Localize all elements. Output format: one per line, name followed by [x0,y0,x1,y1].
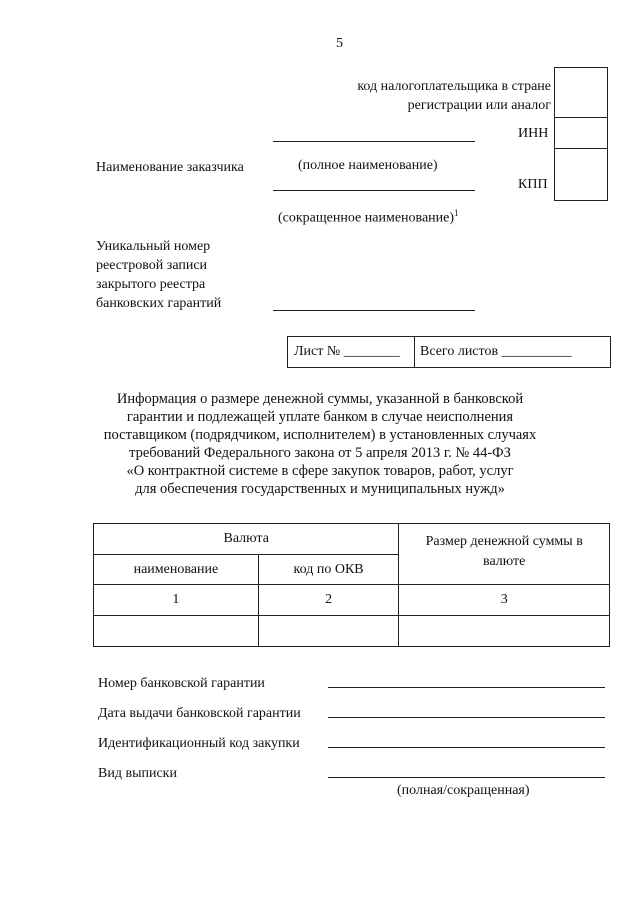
column-number-2: 2 [258,585,399,616]
sheet-number-field[interactable] [294,344,400,360]
purchase-id-label: Идентификационный код закупки [98,736,300,751]
currency-table [93,523,610,647]
statement-type-field[interactable] [328,777,605,778]
kpp-label: КПП [518,177,548,192]
title-line2: гарантии и подлежащей уплате банком в случае неисполнения [126,409,514,425]
full-name-caption: (полное наименование) [298,158,438,173]
registry-label [96,237,221,313]
currency-okv-cell[interactable] [258,616,399,647]
sheet-box-divider [414,336,415,368]
title-line3: поставщиком (подрядчиком, исполнителем) в установленных случаях [103,427,537,443]
registry-label-line1: Уникальный номер [96,239,211,254]
amount-header-line1: Размер денежной суммы в [425,534,583,549]
sheet-blank: ________ [343,344,400,359]
statement-type-label: Вид выписки [98,766,177,781]
total-sheets-field[interactable] [420,344,572,360]
guarantee-number-field[interactable] [328,687,605,688]
column-number-3: 3 [399,585,610,616]
amount-cell[interactable] [399,616,610,647]
registry-label-line2: реестровой записи [96,258,208,273]
registry-label-line4: банковских гарантий [96,296,222,311]
column-okv-header: код по ОКВ [258,555,399,585]
registry-number-field[interactable] [273,310,475,311]
issue-date-field[interactable] [328,717,605,718]
title-line4: требований Федерального закона от 5 апреля 2013 г. № 44-ФЗ [129,445,511,461]
title-line6: для обеспечения государственных и муниципальных нужд» [135,481,505,497]
registry-label-line3: закрытого реестра [96,277,206,292]
statement-type-caption: (полная/сокращенная) [397,783,530,798]
currency-header: Валюта [94,524,399,555]
page-number: 5 [336,36,343,51]
tax-code-label-line2: регистрации или аналог [407,98,551,113]
kpp-box[interactable] [554,148,608,201]
amount-header [399,524,610,585]
issue-date-label: Дата выдачи банковской гарантии [98,706,301,721]
tax-code-label-line1: код налогоплательщика в стране [357,79,551,94]
title-line5: «О контрактной системе в сфере закупок товаров, работ, услуг [126,463,514,479]
purchase-id-field[interactable] [328,747,605,748]
customer-label: Наименование заказчика [96,160,244,175]
column-number-1: 1 [94,585,259,616]
guarantee-number-label: Номер банковской гарантии [98,676,265,691]
sheet-label: Лист № [294,344,341,359]
currency-name-cell[interactable] [94,616,259,647]
column-name-header: наименование [94,555,259,585]
document-title [60,390,580,498]
footnote-mark: 1 [454,208,459,218]
inn-label: ИНН [518,126,549,141]
inn-box[interactable] [554,117,608,150]
total-sheets-label: Всего листов [420,344,499,359]
short-name-caption: (сокращенное наименование)$^1$ [278,208,459,226]
total-sheets-blank: __________ [501,344,572,359]
tax-code-box[interactable] [554,67,608,119]
title-line1: Информация о размере денежной суммы, указанной в банковской [116,391,524,407]
amount-header-line2: валюте [483,554,526,569]
full-name-field[interactable] [273,141,475,142]
short-name-field[interactable] [273,190,475,191]
